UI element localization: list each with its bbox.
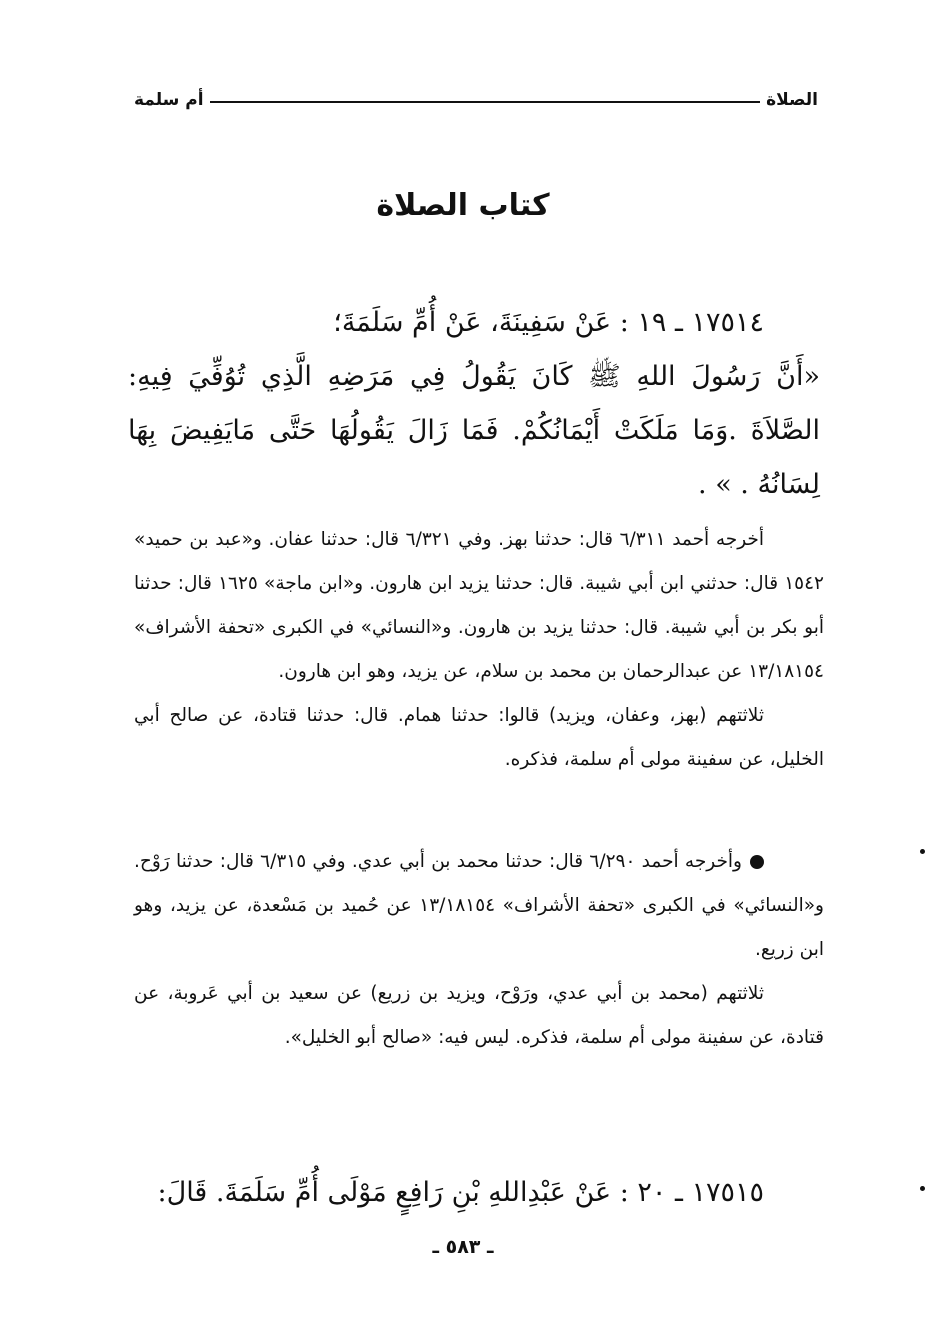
takhrij-paragraph-bulleted (134, 840, 824, 972)
bullet-icon (750, 855, 764, 869)
header-rule (210, 101, 761, 103)
takhrij-block-2 (134, 840, 824, 1060)
running-header (134, 86, 818, 114)
header-narrator-name: أم سلمة (134, 90, 204, 110)
header-section-title: الصلاة (766, 90, 818, 110)
page-number: ـ ٥٨٣ ـ (432, 1236, 494, 1258)
takhrij-paragraph: أخرجه أحمد ٦/٣١١ قال: حدثنا بهز. وفي ٦/٣٢١ قال: حدثنا عفان. و«عبد بن حميد» ١٥٤٢ قال: حدثني ابن أبي شيبة. قال: حدثنا يزيد ابن هارون. و«ابن ماجة» ١٦٢٥ قال: حدثنا أبو بكر بن أبي شيبة. قال: حدثنا يزيد بن هارون. و«النسائي» في الكبرى «تحفة الأشراف» ١٣/١٨١٥٤ عن عبدالرحمان بن محمد بن سلام، عن يزيد، وهو ابن هارون. (134, 529, 824, 682)
hadith-text-17514: «أَنَّ رَسُولَ اللهِ ﷺ كَانَ يَقُولُ فِي مَرَضِهِ الَّذِي تُوُفِّيَ فِيهِ: الصَّلاَةَ .وَمَا مَلَكَتْ أَيْمَانُكُمْ. فَمَا زَالَ يَقُولُهَا حَتَّى مَايَفِيضَ بِهَا لِسَانُهُ . » . (128, 361, 820, 500)
takhrij-paragraph: ثلاثتهم (بهز، وعفان، ويزيد) قالوا: حدثنا همام. قال: حدثنا قتادة، عن صالح أبي الخليل، عن سفينة مولى أم سلمة، فذكره. (134, 705, 824, 770)
book-title: كتاب الصلاة (376, 188, 550, 223)
takhrij-text: وأخرجه أحمد ٦/٢٩٠ قال: حدثنا محمد بن أبي عدي. وفي ٦/٣١٥ قال: حدثنا رَوْح. و«النسائي» في الكبرى «تحفة الأشراف» ١٣/١٨١٥٤ عن حُميد بن مَسْعدة، عن يزيد، وهو ابن زريع. (134, 851, 824, 960)
hadith-heading-17514: ١٧٥١٤ ـ ١٩ : عَنْ سَفِينَةَ، عَنْ أُمِّ سَلَمَةَ؛ (333, 307, 764, 338)
hadith-heading-17515: ١٧٥١٥ ـ ٢٠ : عَنْ عَبْدِاللهِ بْنِ رَافِعٍ مَوْلَى أُمِّ سَلَمَةَ. قَالَ: (157, 1177, 764, 1208)
margin-dot-icon (920, 849, 925, 854)
margin-dot-icon (920, 1186, 925, 1191)
takhrij-block-1 (134, 518, 824, 782)
takhrij-paragraph: ثلاثتهم (محمد بن أبي عدي، ورَوْح، ويزيد بن زريع) عن سعيد بن أبي عَروبة، عن قتادة، عن سفينة مولى أم سلمة، فذكره. ليس فيه: «صالح أبو الخليل». (134, 983, 824, 1048)
